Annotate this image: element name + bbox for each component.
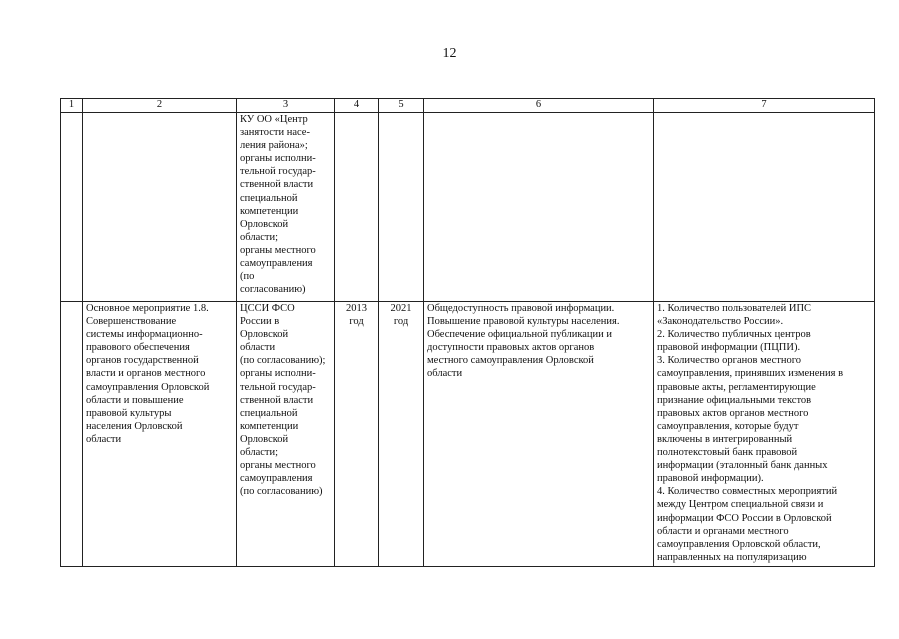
cell-text-line: занятости насе- [240,127,310,139]
cell-text-line: самоуправления [240,258,313,270]
cell-text-line: Орловской [240,329,289,341]
cell-text-line: Повышение правовой культуры населения. [427,316,620,328]
cell-text-line: правовой информации). [657,473,764,485]
cell-text-line: области [240,342,276,354]
cell-text-line: КУ ОО «Центр [240,114,308,125]
cell-indicators [654,113,875,302]
cell-text-line: 2021 [390,303,412,314]
header-cell: 1 [61,99,83,113]
cell-text-line: 2. Количество публичных центров [657,329,811,341]
cell-text-line: тельной государ- [240,166,316,178]
cell-text-line: направленных на популяризацию [657,551,807,563]
cell-text-line: правовой информации (ПЦПИ). [657,342,801,354]
program-table [60,98,875,567]
cell-text-line: области и органами местного [657,525,789,537]
cell-text-line: области; [240,231,279,243]
cell-text-line: населения Орловской [86,420,183,432]
cell-text-line: доступности правовых актов органов [427,342,595,354]
header-cell: 7 [654,99,875,113]
cell-text-line: (по согласованию) [240,486,323,498]
cell-activity [83,113,237,302]
cell-start-year [335,302,379,567]
cell-text-line: правового обеспечения [86,342,190,354]
cell-number [61,302,83,567]
cell-text-line: области [427,368,463,380]
cell-text-line: ЦССИ ФСО [240,303,295,314]
cell-text-line: 1. Количество пользователей ИПС [657,303,812,314]
cell-text-line: органы местного [240,460,316,472]
cell-text-line: системы информационно- [86,329,203,341]
cell-number [61,113,83,302]
cell-text-line: (по [240,271,255,283]
table-row [61,302,875,567]
cell-text-line: год [349,316,364,328]
cell-text-line: ственной власти [240,179,314,191]
cell-text-line: между Центром специальной связи и [657,499,824,511]
cell-text-line: органов государственной [86,355,199,367]
cell-text-line: Обеспечение официальной публикации и [427,329,613,341]
cell-text-line: самоуправления, принявших изменения в [657,368,844,380]
cell-text-line: ления района»; [240,140,308,152]
cell-text-line: (по согласованию); [240,355,326,367]
cell-text-line: специальной [240,407,298,419]
cell-text-line: компетенции [240,420,299,432]
cell-text-line: России в [240,316,280,328]
cell-text-line: полнотекстовый банк правовой [657,447,798,459]
cell-text-line: правовые акты, регламентирующие [657,381,816,393]
cell-text-line: Орловской [240,433,289,445]
cell-text-line: 2013 [346,303,367,314]
cell-text-line: самоуправления Орловской [86,381,210,393]
cell-text-line: специальной [240,192,298,204]
cell-text-line: органы исполни- [240,368,316,380]
cell-text-line: власти и органов местного [86,368,206,380]
cell-text-line: информации (эталонный банк данных [657,460,828,472]
cell-text-line: самоуправления, которые будут [657,420,799,432]
header-cell: 2 [83,99,237,113]
cell-text-line: включены в интегрированный [657,433,793,445]
cell-text-line: компетенции [240,205,299,217]
cell-end-year [379,113,424,302]
cell-text-line: области и повышение [86,394,184,406]
cell-executors [237,113,335,302]
cell-text-line: информации ФСО России в Орловской [657,512,832,524]
cell-expected-result [424,302,654,567]
header-cell: 3 [237,99,335,113]
cell-text-line: год [393,316,409,328]
table-header-row [61,99,875,113]
header-cell: 5 [379,99,424,113]
cell-text-line: тельной государ- [240,381,316,393]
cell-text-line: области [86,433,122,445]
cell-text-line: области; [240,447,279,459]
cell-executors [237,302,335,567]
header-cell: 6 [424,99,654,113]
cell-activity [83,302,237,567]
table-row [61,113,875,302]
cell-text-line: ственной власти [240,394,314,406]
cell-text-line: самоуправления Орловской области, [657,538,821,550]
cell-text-line: согласованию) [240,284,306,296]
cell-text-line: 3. Количество органов местного [657,355,802,367]
cell-text-line: самоуправления [240,473,313,485]
cell-text-line: правовых актов органов местного [657,407,809,419]
cell-start-year [335,113,379,302]
cell-text-line: органы местного [240,244,316,256]
cell-text-line: Основное мероприятие 1.8. [86,303,209,314]
header-cell: 4 [335,99,379,113]
cell-text-line: 4. Количество совместных мероприятий [657,486,838,498]
cell-end-year [379,302,424,567]
cell-text-line: органы исполни- [240,153,316,165]
cell-text-line: признание официальными текстов [657,394,812,406]
cell-text-line: правовой культуры [86,407,172,419]
cell-expected-result [424,113,654,302]
cell-text-line: «Законодательство России». [657,316,784,328]
page-number: 12 [442,46,457,61]
cell-indicators [654,302,875,567]
cell-text-line: Совершенствование [86,316,177,328]
cell-text-line: Орловской [240,218,289,230]
cell-text-line: Общедоступность правовой информации. [427,303,615,314]
cell-text-line: местного самоуправления Орловской [427,355,594,367]
